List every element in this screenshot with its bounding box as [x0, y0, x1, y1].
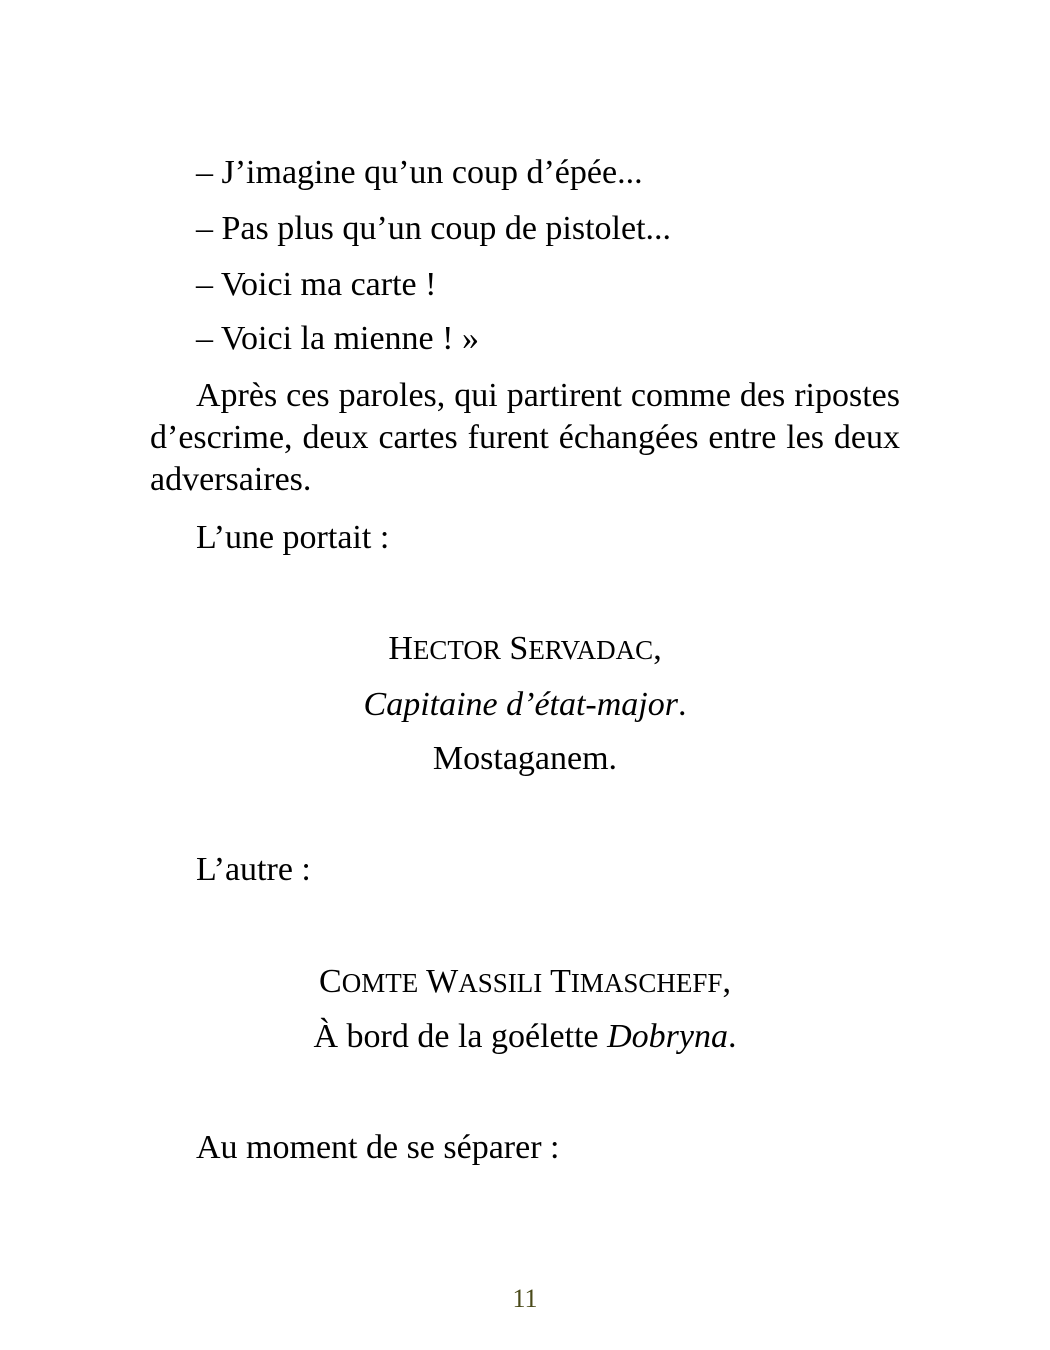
card-2-name-initial-2: W [426, 963, 459, 1000]
card-2-name-rest-2: ASSILI [458, 968, 543, 998]
card-2-name [150, 961, 900, 1004]
card-1-name-rest-1: ECTOR [412, 635, 501, 665]
card-1-place: Mostaganem. [432, 740, 618, 777]
card-2-name-initial-1: C [319, 963, 342, 1000]
card-1-name-suffix: , [653, 630, 662, 667]
card-2-ship-name: Dobryna [607, 1018, 728, 1055]
card-2-name-rest-3: IMASCHEFF [570, 968, 723, 998]
paragraph-au-moment: Au moment de se séparer : [196, 1129, 560, 1166]
card-1-title-italic: Capitaine d’état-major [363, 686, 678, 723]
paragraph-lautre: L’autre : [196, 851, 311, 888]
card-2-name-initial-3: T [550, 963, 571, 1000]
paragraph-apres: Après ces paroles, qui partirent comme des ripostes d’escrime, deux cartes furent échangées entre les deux adversaires. [150, 377, 900, 498]
card-2-ship-prefix: À bord de la goélette [313, 1018, 608, 1055]
page-number: 11 [512, 1284, 538, 1313]
card-1-name-initial-1: H [388, 630, 413, 667]
card-1-title-suffix: . [677, 686, 687, 723]
card-2-name-rest-1: OMTE [341, 968, 419, 998]
paragraph-lune-portait: L’une portait : [196, 519, 390, 556]
dialogue-line-1: – J’imagine qu’un coup d’épée... [196, 154, 643, 191]
card-1-name-initial-2: S [509, 630, 529, 667]
card-1-name [150, 628, 900, 671]
card-1-name-rest-2: ERVADAC [528, 635, 654, 665]
card-2-name-suffix: , [722, 963, 731, 1000]
dialogue-line-2: – Pas plus qu’un coup de pistolet... [196, 210, 672, 247]
card-2-ship-suffix: . [728, 1018, 737, 1055]
dialogue-line-4: – Voici la mienne ! » [196, 320, 479, 357]
dialogue-line-3: – Voici ma carte ! [196, 266, 437, 303]
card-1-title [150, 684, 900, 726]
card-2-ship [150, 1016, 900, 1058]
